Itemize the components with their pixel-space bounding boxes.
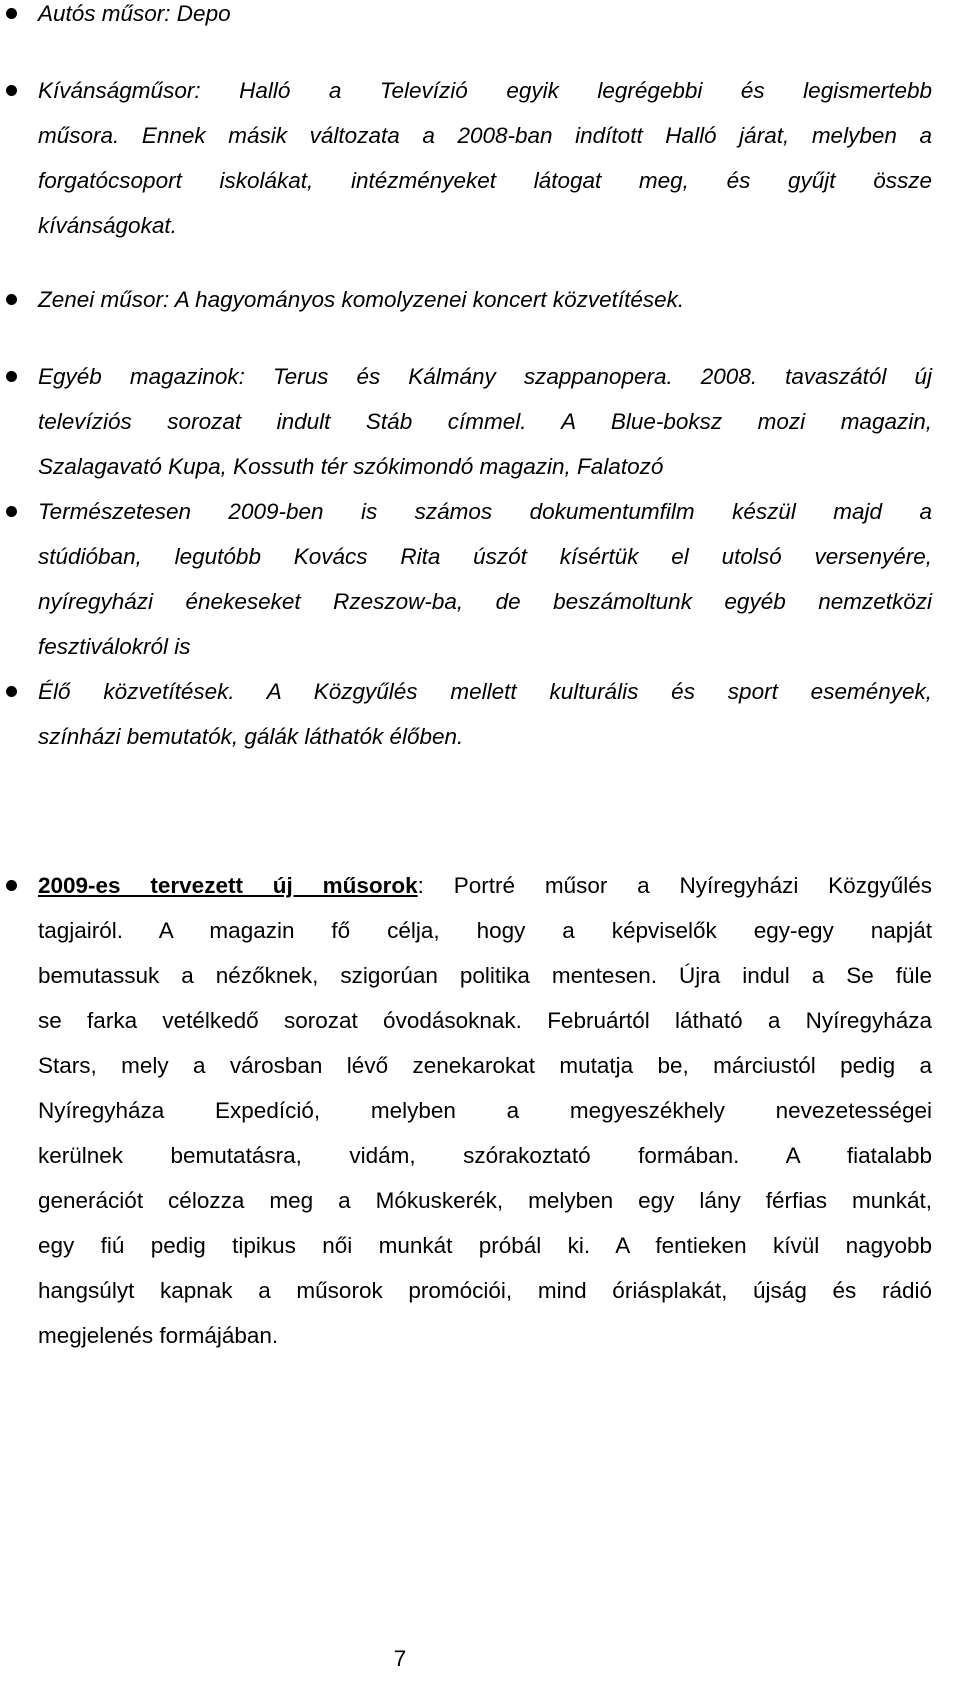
paragraph-line: megjelenés formájában. — [38, 1323, 279, 1348]
paragraph-line: Kívánságműsor: Halló a Televízió egyik legrégebbi és legismertebb — [38, 78, 932, 103]
paragraph-line: fesztiválokról is — [38, 634, 191, 659]
paragraph-line: kerülnek bemutatásra, vidám, szórakoztató formában. A fiatalabb — [38, 1143, 932, 1168]
paragraph-line: Szalagavató Kupa, Kossuth tér szókimondó magazin, Falatozó — [38, 454, 664, 479]
paragraph-line: Nyíregyháza Expedíció, melyben a megyeszékhely nevezetességei — [38, 1098, 932, 1123]
paragraph-line: műsora. Ennek másik változata a 2008-ban indított Halló járat, melyben a — [38, 123, 932, 148]
paragraph-line: nyíregyházi énekeseket Rzeszow-ba, de beszámoltunk egyéb nemzetközi — [38, 589, 932, 614]
section-heading: 2009-es tervezett új műsorok — [38, 873, 418, 898]
paragraph-line: hangsúlyt kapnak a műsorok promóciói, mind óriásplakát, újság és rádió — [38, 1278, 932, 1303]
paragraph-line: Zenei műsor: A hagyományos komolyzenei koncert közvetítések. — [38, 287, 685, 312]
bullet-icon — [6, 85, 17, 96]
paragraph-line: Egyéb magazinok: Terus és Kálmány szappanopera. 2008. tavaszától új — [38, 364, 932, 389]
paragraph-line — [38, 866, 932, 906]
paragraph-line: tagjairól. A magazin fő célja, hogy a képviselők egy-egy napját — [38, 918, 932, 943]
paragraph-line: forgatócsoport iskolákat, intézményeket látogat meg, és gyűjt össze — [38, 168, 932, 193]
paragraph-line: egy fiú pedig tipikus női munkát próbál ki. A fentieken kívül nagyobb — [38, 1233, 932, 1258]
paragraph-line: Élő közvetítések. A Közgyűlés mellett kulturális és sport események, — [38, 679, 932, 704]
paragraph-line: bemutassuk a nézőknek, szigorúan politika mentesen. Újra indul a Se füle — [38, 963, 932, 988]
paragraph-line: televíziós sorozat indult Stáb címmel. A Blue-boksz mozi magazin, — [38, 409, 932, 434]
paragraph-line: Stars, mely a városban lévő zenekarokat mutatja be, márciustól pedig a — [38, 1053, 932, 1078]
bullet-icon — [6, 371, 17, 382]
paragraph-line: se farka vetélkedő sorozat óvodásoknak. Februártól látható a Nyíregyháza — [38, 1008, 932, 1033]
paragraph-line: Természetesen 2009-ben is számos dokumentumfilm készül majd a — [38, 499, 932, 524]
page-number: 7 — [393, 1646, 407, 1671]
bullet-icon — [6, 8, 17, 19]
bullet-icon — [6, 880, 17, 891]
heading-continuation: : Portré műsor a Nyíregyházi Közgyűlés — [417, 873, 932, 898]
bullet-icon — [6, 294, 17, 305]
paragraph-line: kívánságokat. — [38, 213, 177, 238]
paragraph-line: stúdióban, legutóbb Kovács Rita úszót kísértük el utolsó versenyére, — [38, 544, 932, 569]
paragraph-line: generációt célozza meg a Mókuskerék, melyben egy lány férfias munkát, — [38, 1188, 932, 1213]
bullet-icon — [6, 506, 17, 517]
bullet-icon — [6, 686, 17, 697]
paragraph-line: színházi bemutatók, gálák láthatók élőben. — [38, 724, 464, 749]
paragraph-line: Autós műsor: Depo — [38, 1, 231, 26]
